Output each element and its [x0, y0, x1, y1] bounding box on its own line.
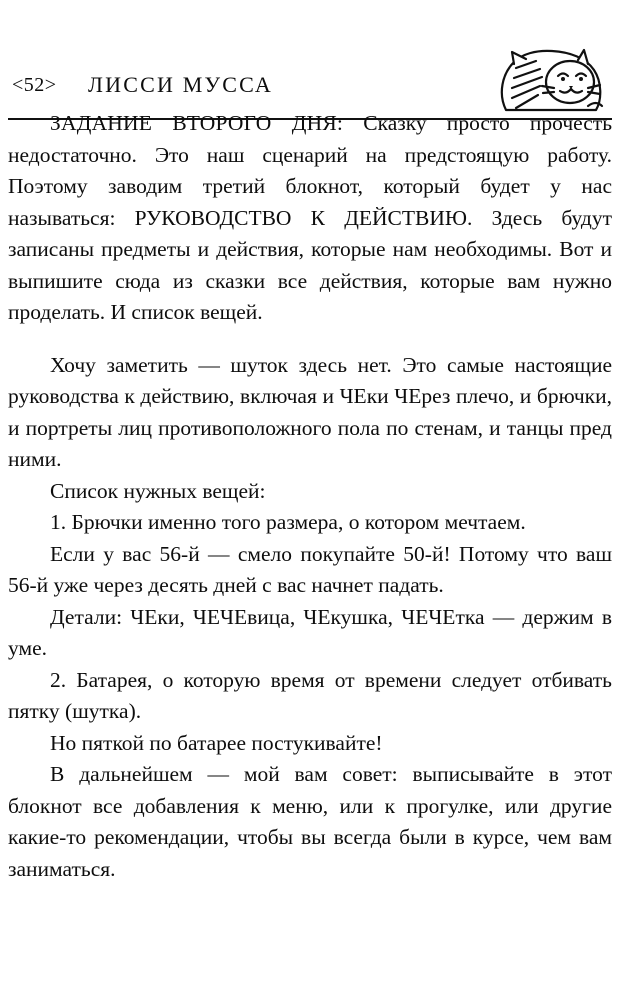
- paragraph-sizes: Если у вас 56-й — смело покупайте 50-й! Потому что ваш 56-й уже через десять дней с вас начнет падать.: [8, 541, 612, 597]
- paragraph-assignment: [8, 108, 612, 329]
- assignment-text: Сказку просто прочесть недостаточно. Это наш сценарий на предстоящую работу. Поэтому заводим третий блокнот, который будет у нас называться: РУКОВОДСТВО К ДЕЙСТВИЮ. Здесь будут записаны предметы и действия, которые нам необходимы. Вот и выпишите сюда из сказки все действия, которые вам нужно проделать. И список вещей.: [8, 111, 612, 324]
- paragraph-list-heading: Список нужных вещей:: [50, 478, 266, 503]
- paragraph-details: Детали: ЧЕки, ЧЕЧЕвица, ЧЕкушка, ЧЕЧЕтка — держим в уме.: [8, 604, 612, 660]
- paragraph-battery-note: Но пяткой по батарее постукивайте!: [50, 730, 383, 755]
- running-title: ЛИССИ МУССА: [88, 72, 274, 97]
- paragraph-item-1: 1. Брючки именно того размера, о котором мечтаем.: [50, 510, 526, 534]
- paragraph-item-2: 2. Батарея, о которую время от времени следует отбивать пятку (шутка).: [8, 667, 612, 723]
- paragraph-advice: В дальнейшем — мой вам совет: выписывайте в этот блокнот все добавления к меню, или к прогулке, или другие какие-то рекомендации, чтобы вы всегда были в курсе, чем вам заниматься.: [8, 762, 612, 881]
- assignment-lead: ЗАДАНИЕ ВТОРОГО ДНЯ:: [50, 111, 344, 135]
- page-body: [8, 100, 612, 885]
- page-number: <52>: [12, 74, 57, 96]
- paragraph-note: Хочу заметить — шуток здесь нет. Это самые настоящие руководства к действию, включая и ЧЕки ЧЕрез плечо, и брючки, и портреты лиц противоположного пола по стенам, и танцы пред ними.: [8, 352, 612, 471]
- page-header: [0, 30, 620, 97]
